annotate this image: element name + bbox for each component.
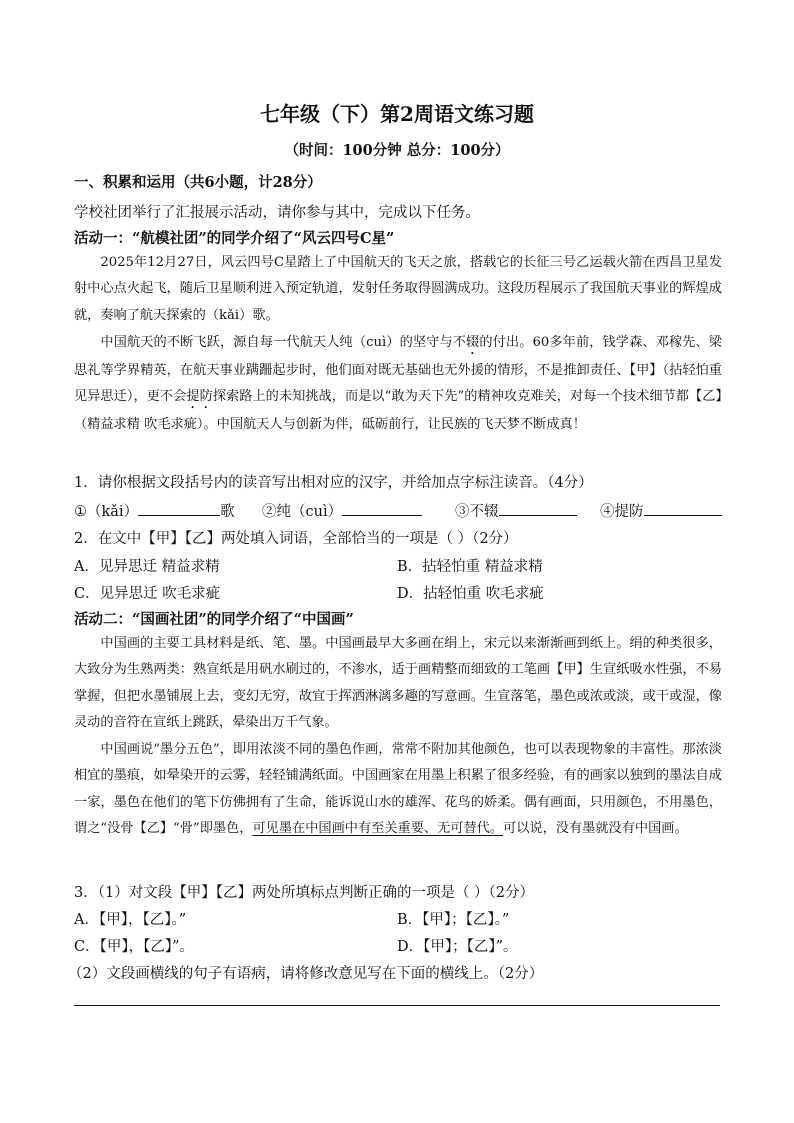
question-1-item-2: ②纯（cuì） [262,500,422,521]
activity1-paragraph-2: 中国航天的不断飞跃，源自每一代航天人纯（cuì）的坚守与不辍的付出。60多年前，钱学森、邓稼先、梁思礼等学界精英，在航天事业蹒跚起步时，他们面对既无基础也无外援的情形，不是推卸责任、【甲】（拈轻怕重 见异思迁），更不会提防探索路上的未知挑战，而是以“敢为天下先”的精神攻克难关，对每一个技术细节都【乙】（精益求精 吹毛求疵）。中国航天人与创新为伴，砥砺前行，让民族的飞天梦不断成真！ [74,335,722,433]
underlined-sentence: 可见墨在中国画中有至关重要、无可替代。 [252,821,504,837]
activity2-paragraph-1: 中国画的主要工具材料是纸、笔、墨。中国画最早大多画在绢上，宋元以来渐渐画到纸上。绢的种类很多，大致分为生熟两类：熟宣纸是用矾水刷过的，不渗水，适于画精整而细致的工笔画【甲】生宣纸吸水性强，不易掌握，但把水墨铺展上去，变幻无穷，故宜于挥洒淋漓多趣的写意画。生宣落笔，墨色或浓或淡，或干或湿，像灵动的音符在宣纸上跳跃，晕染出万千气象。 [74,636,722,731]
answer-blank[interactable] [342,501,422,516]
question-1-item-3: ③不辍 [455,500,577,521]
question-3-option-b[interactable]: B．【甲】；【乙】。” [397,912,510,928]
question-2-option-c[interactable]: C．见异思迁 吹毛求疵 [74,586,221,602]
page-title: 七年级（下）第2周语文练习题 [260,102,534,126]
answer-blank[interactable] [644,501,722,516]
question-1-item-1: ①（kǎi） 歌 [74,500,235,521]
question-2-option-a[interactable]: A．见异思迁 精益求精 [74,559,220,575]
activity1-paragraph-1: 2025年12月27日，风云四号C星踏上了中国航天的飞天之旅，搭载它的长征三号乙运载火箭在西昌卫星发射中心点火起飞，随后卫星顺利进入预定轨道，发射任务取得圆满成功。这段历程展示了我国航天事业的辉煌成就，奏响了航天探索的（kǎi）歌。 [74,255,722,323]
question-3-option-c[interactable]: C．【甲】，【乙】”。 [74,939,195,955]
section-heading: 一、积累和运用（共6小题，计28分） [74,174,322,191]
question-3-option-a[interactable]: A．【甲】，【乙】。” [74,912,187,928]
question-2-stem: 2．在文中【甲】【乙】两处填入词语，全部恰当的一项是（ ）（2分） [74,531,518,547]
question-3-option-d[interactable]: D．【甲】；【乙】”。 [397,939,518,955]
dotted-char: 提防 [186,389,213,405]
answer-blank[interactable] [499,501,577,516]
activity1-heading: 活动一：“航模社团”的同学介绍了“风云四号C星” [74,230,395,247]
question-3-stem: 3．（1）对文段【甲】【乙】两处所填标点判断正确的一项是（ ）（2分） [74,885,535,901]
answer-blank[interactable] [138,501,220,516]
question-2-option-d[interactable]: D．拈轻怕重 吹毛求疵 [397,586,544,602]
exam-time-score: （时间：100分钟 总分：100分） [284,142,510,159]
dotted-char: 辍 [466,335,480,350]
question-1-stem: 1．请你根据文段括号内的读音写出相对应的汉字，并给加点字标注读音。（4分） [74,475,593,491]
activity2-paragraph-2: 中国画说“墨分五色”，即用浓淡不同的墨色作画，常常不附加其他颜色，也可以表现物象的丰富性。那浓淡相宜的墨痕，如晕染开的云雾，轻轻铺满纸面。中国画家在用墨上积累了很多经验，有的画家以独到的墨法自成一家，墨色在他们的笔下仿佛拥有了生命，能诉说山水的雄浑、花鸟的娇柔。偶有画面，只用颜色，不用墨色，谓之“没骨【乙】“骨”即墨色，可见墨在中国画中有至关重要、无可替代。可以说，没有墨就没有中国画。 [74,742,722,837]
activity2-heading: 活动二：“国画社团”的同学介绍了“中国画” [74,611,354,628]
answer-line[interactable] [74,1005,720,1006]
question-1-item-4: ④提防 [600,500,722,521]
section-intro: 学校社团举行了汇报展示活动，请你参与其中，完成以下任务。 [74,205,480,221]
question-2-option-b[interactable]: B．拈轻怕重 精益求精 [397,559,543,575]
question-3-part-2: （2）文段画横线的句子有语病，请将修改意见写在下面的横线上。（2分） [68,966,544,982]
